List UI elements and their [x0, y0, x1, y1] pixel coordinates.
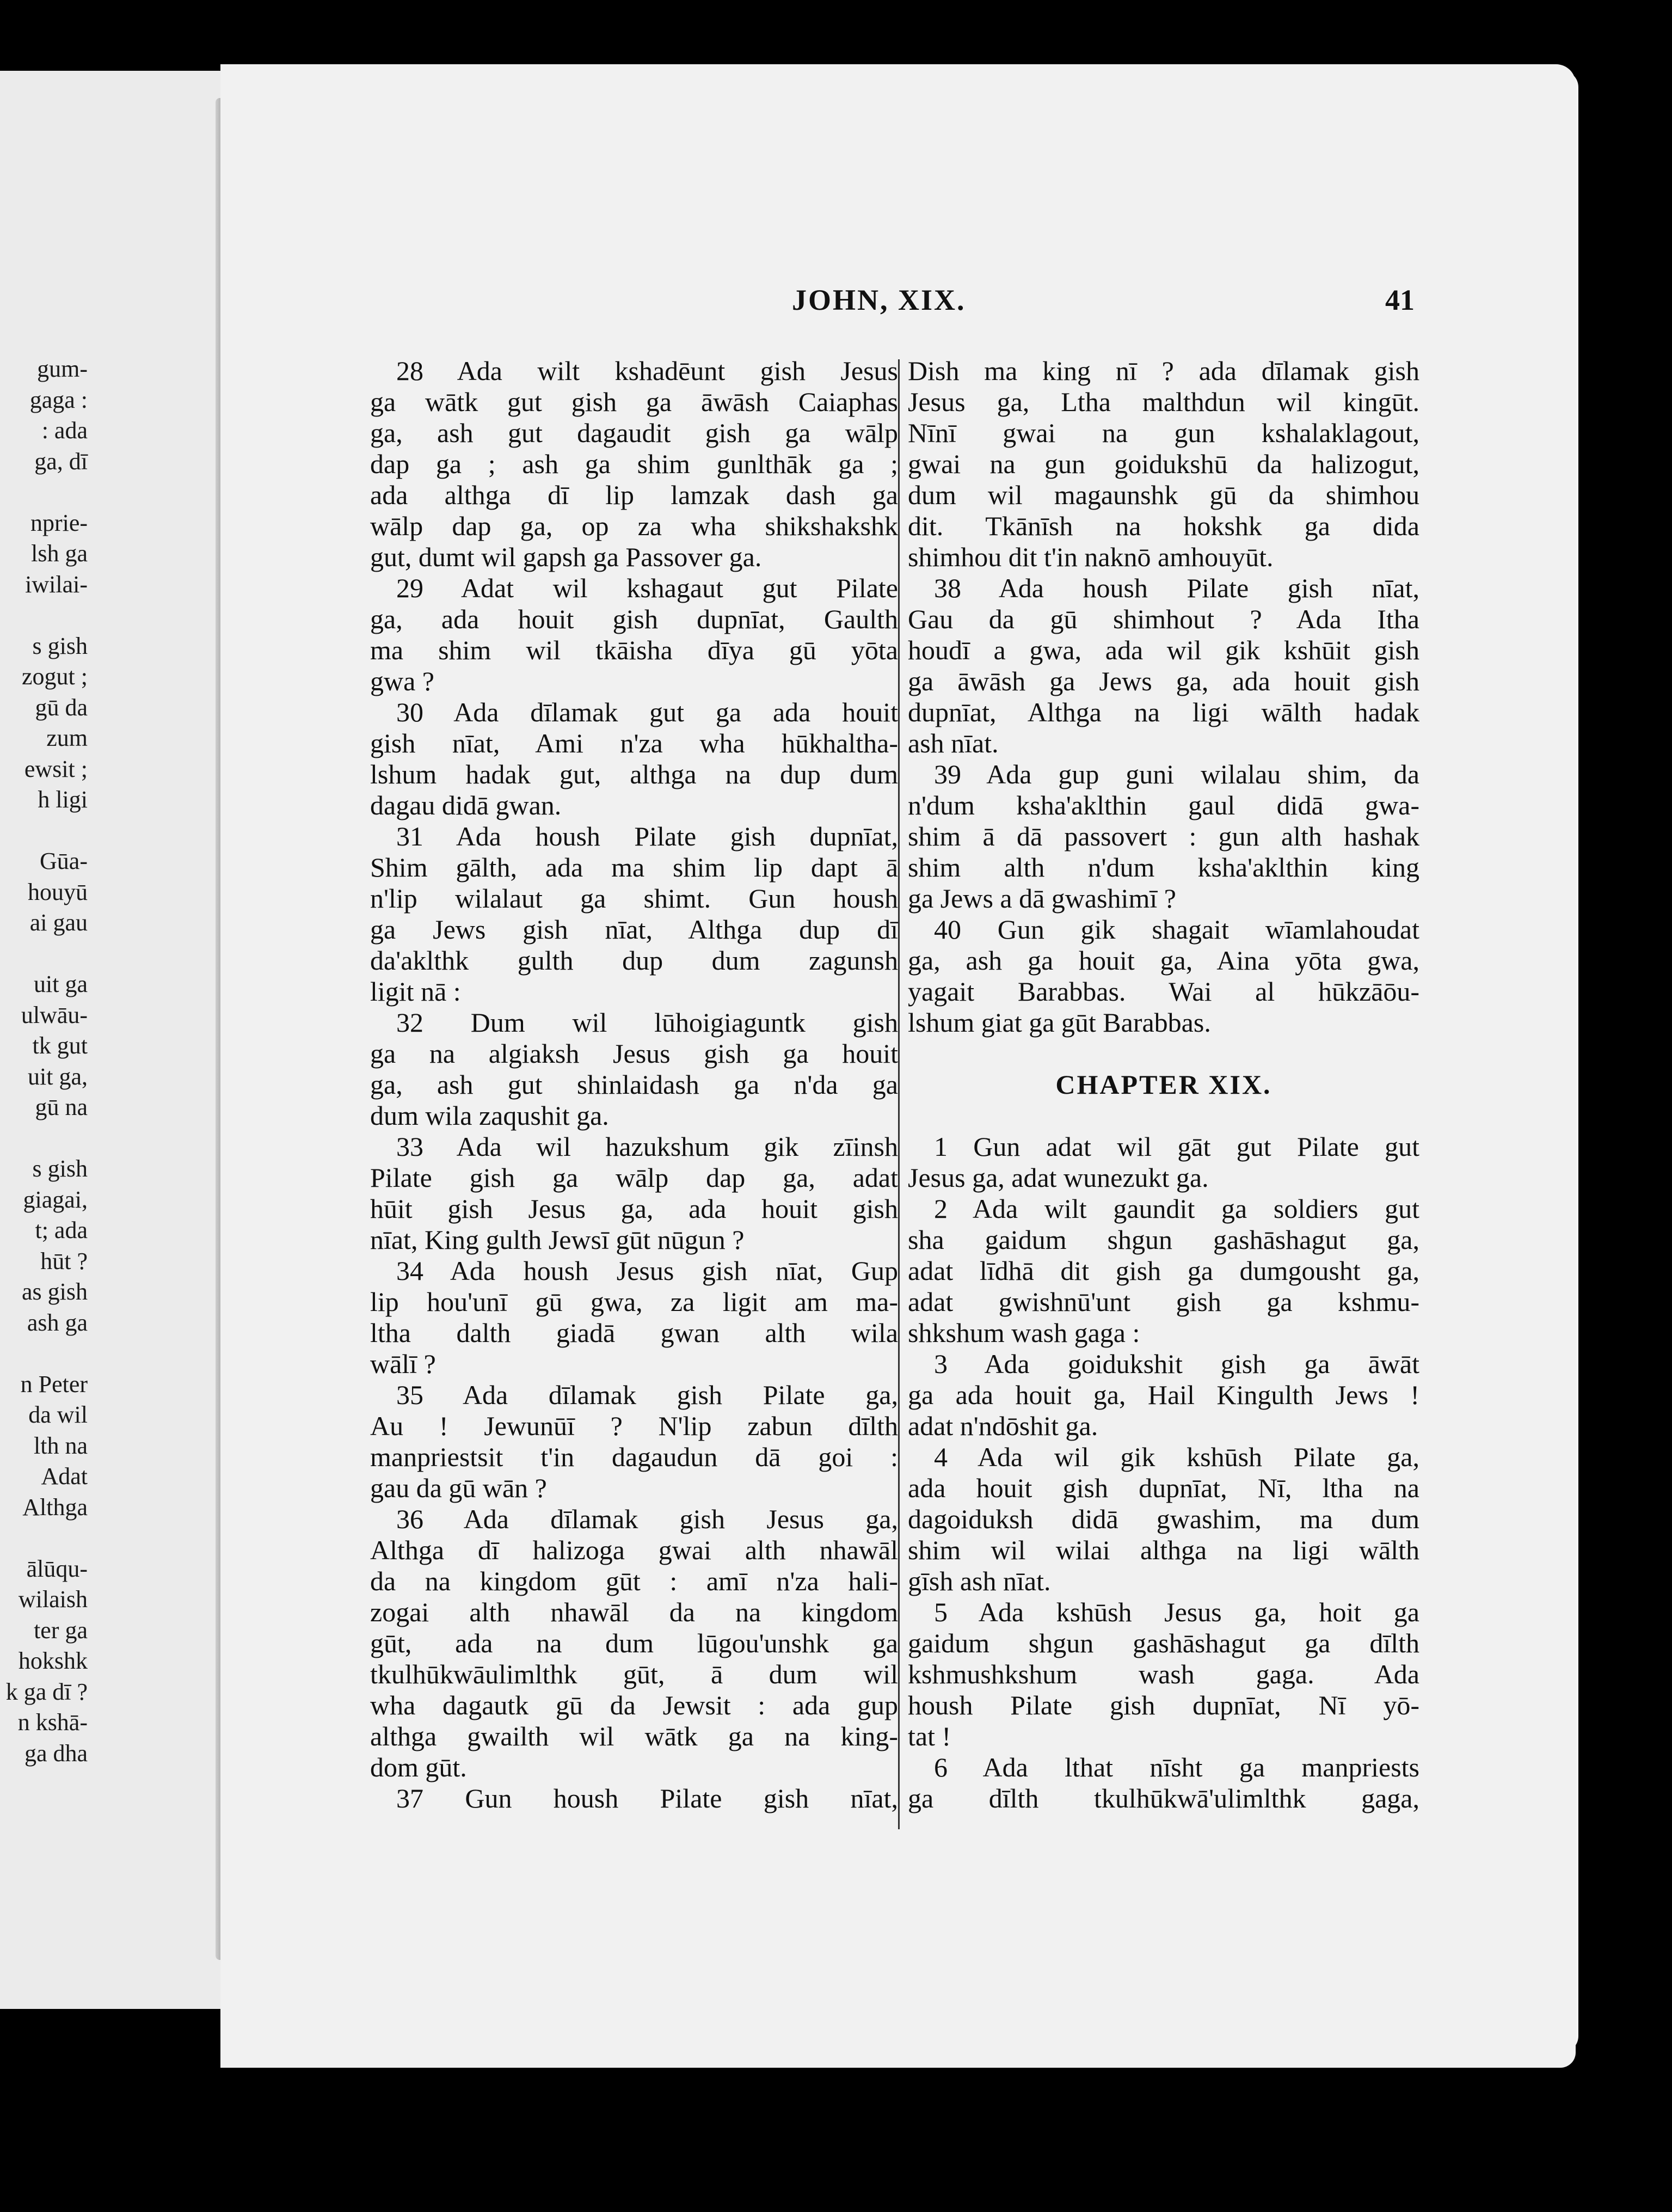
text-line: Nīnī gwai na gun kshalaklagout,: [908, 418, 1419, 448]
text-line: tat !: [908, 1721, 951, 1751]
text-line: 28 Ada wilt kshadēunt gish Jesus: [396, 356, 898, 386]
text-line: 36 Ada dīlamak gish Jesus ga,: [396, 1504, 898, 1534]
left-text-column: [370, 356, 898, 1814]
text-line: kshmushkshum wash gaga. Ada: [908, 1659, 1419, 1689]
page-number: 41: [1385, 284, 1415, 316]
text-line: 35 Ada dīlamak gish Pilate ga,: [396, 1380, 898, 1410]
text-line: 6 Ada lthat nīsht ga manpriests: [934, 1752, 1419, 1782]
text-line: adat līdhā dit gish ga dumgousht ga,: [908, 1255, 1419, 1286]
text-line: 34 Ada housh Jesus gish nīat, Gup: [396, 1255, 898, 1286]
text-line: adat n'ndōshit ga.: [908, 1411, 1098, 1441]
text-line: da na kingdom gūt : amī n'za hali-: [370, 1566, 898, 1596]
chapter-heading: CHAPTER XIX.: [1055, 1069, 1272, 1100]
text-line: 30 Ada dīlamak gut ga ada houit: [396, 697, 898, 727]
text-line: shkshum wash gaga :: [908, 1318, 1140, 1348]
text-line: gūt, ada na dum lūgou'unshk ga: [370, 1628, 898, 1658]
text-line: 40 Gun gik shagait wīamlahoudat: [934, 914, 1419, 945]
text-line: 2 Ada wilt gaundit ga soldiers gut: [934, 1193, 1419, 1224]
text-line: 1 Gun adat wil gāt gut Pilate gut: [934, 1131, 1419, 1162]
text-line: ga, ada houit gish dupnīat, Gaulth: [370, 604, 898, 634]
right-text-column: [908, 356, 1419, 1814]
text-line: dum wila zaqushit ga.: [370, 1100, 609, 1131]
text-line: wālp dap ga, op za wha shikshakshk: [370, 511, 898, 541]
text-line: hūit gish Jesus ga, ada houit gish: [370, 1193, 898, 1224]
text-line: wālī ?: [370, 1349, 436, 1379]
text-line: Shim gālth, ada ma shim lip dapt ā: [370, 852, 898, 883]
text-line: 38 Ada housh Pilate gish nīat,: [934, 573, 1419, 603]
text-line: gaidum shgun gashāshagut ga dīlth: [908, 1628, 1419, 1658]
text-line: Dish ma king nī ? ada dīlamak gish: [908, 356, 1419, 386]
text-line: gish nīat, Ami n'za wha hūkhaltha-: [370, 728, 898, 758]
text-line: tkulhūkwāulimlthk gūt, ā dum wil: [370, 1659, 898, 1689]
text-line: ltha dalth giadā gwan alth wila: [370, 1318, 898, 1348]
text-line: ga, ash gut dagaudit gish ga wālp: [370, 418, 898, 448]
text-line: ash nīat.: [908, 728, 999, 758]
text-line: housh Pilate gish dupnīat, Nī yō-: [908, 1690, 1419, 1720]
text-line: Althga dī halizoga gwai alth nhawāl: [370, 1535, 898, 1565]
text-line: houdī a gwa, ada wil gik kshūit gish: [908, 635, 1419, 665]
text-line: ga dīlth tkulhūkwā'ulimlthk gaga,: [908, 1783, 1419, 1813]
text-line: dupnīat, Althga na ligi wālth hadak: [908, 697, 1419, 727]
text-line: 4 Ada wil gik kshūsh Pilate ga,: [934, 1442, 1419, 1472]
text-line: Jesus ga, Ltha malthdun wil kingūt.: [908, 387, 1419, 417]
text-line: n'lip wilalaut ga shimt. Gun housh: [370, 883, 898, 914]
text-line: dap ga ; ash ga shim gunlthāk ga ;: [370, 449, 898, 479]
text-line: dagoiduksh didā gwashim, ma dum: [908, 1504, 1419, 1534]
text-line: sha gaidum shgun gashāshagut ga,: [908, 1224, 1419, 1255]
text-line: ga, ash ga houit ga, Aina yōta gwa,: [908, 945, 1419, 976]
text-line: 37 Gun housh Pilate gish nīat,: [396, 1783, 898, 1813]
text-line: gwa ?: [370, 666, 434, 696]
text-line: dom gūt.: [370, 1752, 467, 1782]
text-line: n'dum ksha'aklthin gaul didā gwa-: [908, 790, 1419, 820]
text-line: dit. Tkānīsh na hokshk ga dida: [908, 511, 1419, 541]
text-line: ga āwāsh ga Jews ga, ada houit gish: [908, 666, 1419, 696]
text-line: lip hou'unī gū gwa, za ligit am ma-: [370, 1286, 898, 1317]
text-line: Jesus ga, adat wunezukt ga.: [908, 1162, 1209, 1193]
text-line: ga ada houit ga, Hail Kingulth Jews !: [908, 1380, 1419, 1410]
text-line: ga, ash gut shinlaidash ga n'da ga: [370, 1069, 898, 1100]
text-line: Pilate gish ga wālp dap ga, adat: [370, 1162, 898, 1193]
text-line: shim alth n'dum ksha'aklthin king: [908, 852, 1419, 883]
text-line: ligit nā :: [370, 976, 461, 1007]
text-line: shimhou dit t'in naknō amhouyūt.: [908, 542, 1274, 572]
text-line: adat gwishnū'unt gish ga kshmu-: [908, 1286, 1419, 1317]
text-line: ma shim wil tkāisha dīya gū yōta: [370, 635, 898, 665]
text-line: manpriestsit t'in dagaudun dā goi :: [370, 1442, 898, 1472]
text-line: nīat, King gulth Jewsī gūt nūgun ?: [370, 1224, 745, 1255]
text-line: 5 Ada kshūsh Jesus ga, hoit ga: [934, 1597, 1419, 1627]
text-line: Au ! Jewunūī ? N'lip zabun dīlth: [370, 1411, 898, 1441]
text-line: wha dagautk gū da Jewsit : ada gup: [370, 1690, 898, 1720]
text-line: ada althga dī lip lamzak dash ga: [370, 480, 898, 510]
text-line: dagau didā gwan.: [370, 790, 562, 820]
text-line: gut, dumt wil gapsh ga Passover ga.: [370, 542, 762, 572]
text-line: ga Jews a dā gwashimī ?: [908, 883, 1176, 914]
text-line: shim wil wilai althga na ligi wālth: [908, 1535, 1419, 1565]
column-divider: [898, 359, 900, 1829]
spacer: [908, 1100, 1419, 1131]
text-line: ada houit gish dupnīat, Nī, ltha na: [908, 1473, 1419, 1503]
text-line: 3 Ada goidukshit gish ga āwāt: [934, 1349, 1419, 1379]
text-line: Gau da gū shimhout ? Ada Itha: [908, 604, 1419, 634]
text-line: althga gwailth wil wātk ga na king-: [370, 1721, 898, 1751]
running-head: JOHN, XIX.: [792, 284, 966, 316]
text-line: gwai na gun goidukshū da halizogut,: [908, 449, 1419, 479]
text-line: lshum giat ga gūt Barabbas.: [908, 1007, 1211, 1038]
spacer: [908, 1038, 1419, 1069]
text-line: ga wātk gut gish ga āwāsh Caiaphas: [370, 387, 898, 417]
text-line: dum wil magaunshk gū da shimhou: [908, 480, 1419, 510]
text-line: zogai alth nhawāl da na kingdom: [370, 1597, 898, 1627]
text-line: yagait Barabbas. Wai al hūkzāōu-: [908, 976, 1419, 1007]
previous-page-text-fragment: gum- gaga : : ada ga, dī nprie- lsh ga iwilai- s gish zogut ; gū da zum ewsit ; h ligi Gūa- houyū ai gau uit ga ulwāu- tk gut uit ga, gū na s gish giagai, t; ada hūt ? as gish ash ga n Peter da wil lth na Adat Althga ālūqu- wilaish ter ga hokshk k ga dī ? n kshā- ga dha: [5, 356, 88, 1767]
text-line: ga Jews gish nīat, Althga dup dī: [370, 914, 898, 945]
text-line: ga na algiaksh Jesus gish ga houit: [370, 1038, 898, 1069]
text-line: 33 Ada wil hazukshum gik zīinsh: [396, 1131, 898, 1162]
text-line: 39 Ada gup guni wilalau shim, da: [934, 759, 1419, 789]
previous-page: [0, 71, 231, 2009]
text-line: shim ā dā passovert : gun alth hashak: [908, 821, 1419, 851]
text-line: gīsh ash nīat.: [908, 1566, 1051, 1596]
text-line: lshum hadak gut, althga na dup dum: [370, 759, 898, 789]
text-line: 29 Adat wil kshagaut gut Pilate: [396, 573, 898, 603]
text-line: 31 Ada housh Pilate gish dupnīat,: [396, 821, 898, 851]
text-line: gau da gū wān ?: [370, 1473, 547, 1503]
text-line: da'aklthk gulth dup dum zagunsh: [370, 945, 898, 976]
text-line: 32 Dum wil lūhoigiaguntk gish: [396, 1007, 898, 1038]
